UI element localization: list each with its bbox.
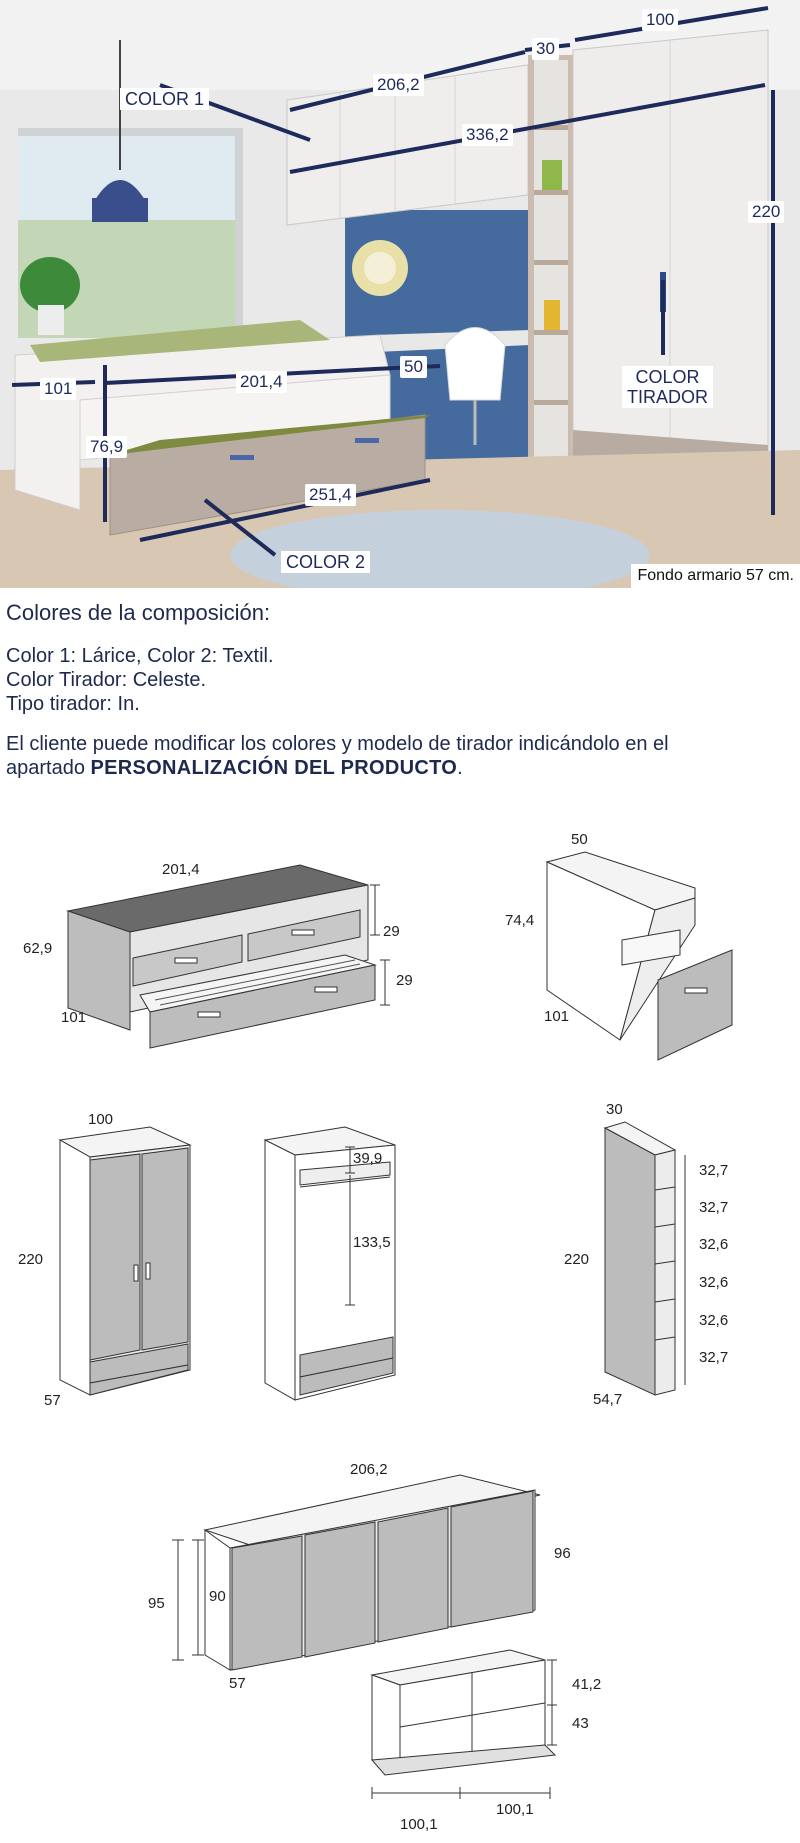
wall-unit-right-height-label: 96 [554,1545,571,1562]
desk-unit-depth-label: 101 [544,1008,570,1025]
bed-width-label: 201,4 [162,861,200,878]
diagram-compact-bed [0,840,420,1060]
diagram-shelf-unit [360,1645,620,1840]
wardrobe-interior-middle-label: 133,5 [353,1234,391,1251]
desk-unit-height-label: 74,4 [505,912,535,929]
composition-heading: Colores de la composición: [6,600,271,625]
bookcase-shelf-5-label: 32,6 [699,1312,729,1329]
wall-unit-depth-label: 57 [229,1675,246,1692]
dim-label-side-220: 220 [748,201,784,223]
shelf-unit-left-width-label: 100,1 [400,1816,438,1833]
dim-label-top-336-2: 336,2 [462,124,513,146]
dim-label-trundle-251-4: 251,4 [305,484,356,506]
dim-label-desk-50: 50 [400,356,427,378]
wardrobe-height-label: 220 [18,1251,44,1268]
wardrobe-interior-top-label: 39,9 [353,1150,383,1167]
callout-tirador-line1: COLOR [635,367,700,387]
customization-suffix: . [457,757,463,779]
desk-chair [445,328,505,401]
bed-drawer-bottom-label: 29 [396,972,413,989]
bookcase-shelf-1-label: 32,7 [699,1162,729,1179]
bed-depth-label: 101 [61,1009,87,1026]
bookcase-shelf-3-label: 32,6 [699,1236,729,1253]
bed-height-label: 62,9 [23,940,53,957]
wardrobe-width-label: 100 [88,1111,114,1128]
bookcase-shelf-4-label: 32,6 [699,1274,729,1291]
callout-color-tirador [622,366,713,408]
bookcase-depth-label: 54,7 [593,1391,623,1408]
dim-label-bed-201-4: 201,4 [236,371,287,393]
bookcase-height-label: 220 [564,1251,590,1268]
dim-label-top-30: 30 [532,38,559,60]
color-line-3: Tipo tirador: In. [6,693,140,715]
callout-color-2: COLOR 2 [281,551,370,573]
bookcase-shelf-2-label: 32,7 [699,1199,729,1216]
wardrobe-depth-note: Fondo armario 57 cm. [631,564,800,588]
bookcase-shelf-6-label: 32,7 [699,1349,729,1366]
customization-line-2 [6,756,786,780]
desk-unit-width-label: 50 [571,831,588,848]
diagram-wardrobe [0,1110,210,1410]
shelf-unit-top-height-label: 41,2 [572,1676,602,1693]
bookcase-width-label: 30 [606,1101,623,1118]
callout-color-1: COLOR 1 [120,88,209,110]
dim-label-top-100: 100 [642,9,678,31]
plant [20,257,80,313]
customization-link-text: PERSONALIZACIÓN DEL PRODUCTO [90,757,458,779]
diagram-desk-unit [500,830,760,1080]
wall-unit-width-label: 206,2 [350,1461,388,1478]
shelf-unit-bottom-height-label: 43 [572,1715,589,1732]
diagram-bookcase [555,1100,765,1410]
composition-info [6,600,786,780]
diagram-wardrobe-interior [255,1115,475,1405]
dim-label-top-206-2: 206,2 [373,74,424,96]
shelf-unit-right-width-label: 100,1 [496,1801,534,1818]
wall-unit-outer-height-label: 95 [148,1595,165,1612]
customization-line-1: El cliente puede modificar los colores y modelo de tirador indicándolo en el [6,733,669,755]
customization-prefix: apartado [6,757,91,779]
callout-tirador-line2: TIRADOR [627,387,708,407]
product-photo [0,0,800,588]
wall-unit-inner-height-label: 90 [209,1588,226,1605]
wardrobe-depth-label: 57 [44,1392,61,1409]
dim-label-bed-76-9: 76,9 [86,436,127,458]
bed-drawer-top-label: 29 [383,923,400,940]
dim-label-bed-101: 101 [40,378,76,400]
color-line-2: Color Tirador: Celeste. [6,669,207,691]
color-line-1: Color 1: Lárice, Color 2: Textil. [6,645,274,667]
